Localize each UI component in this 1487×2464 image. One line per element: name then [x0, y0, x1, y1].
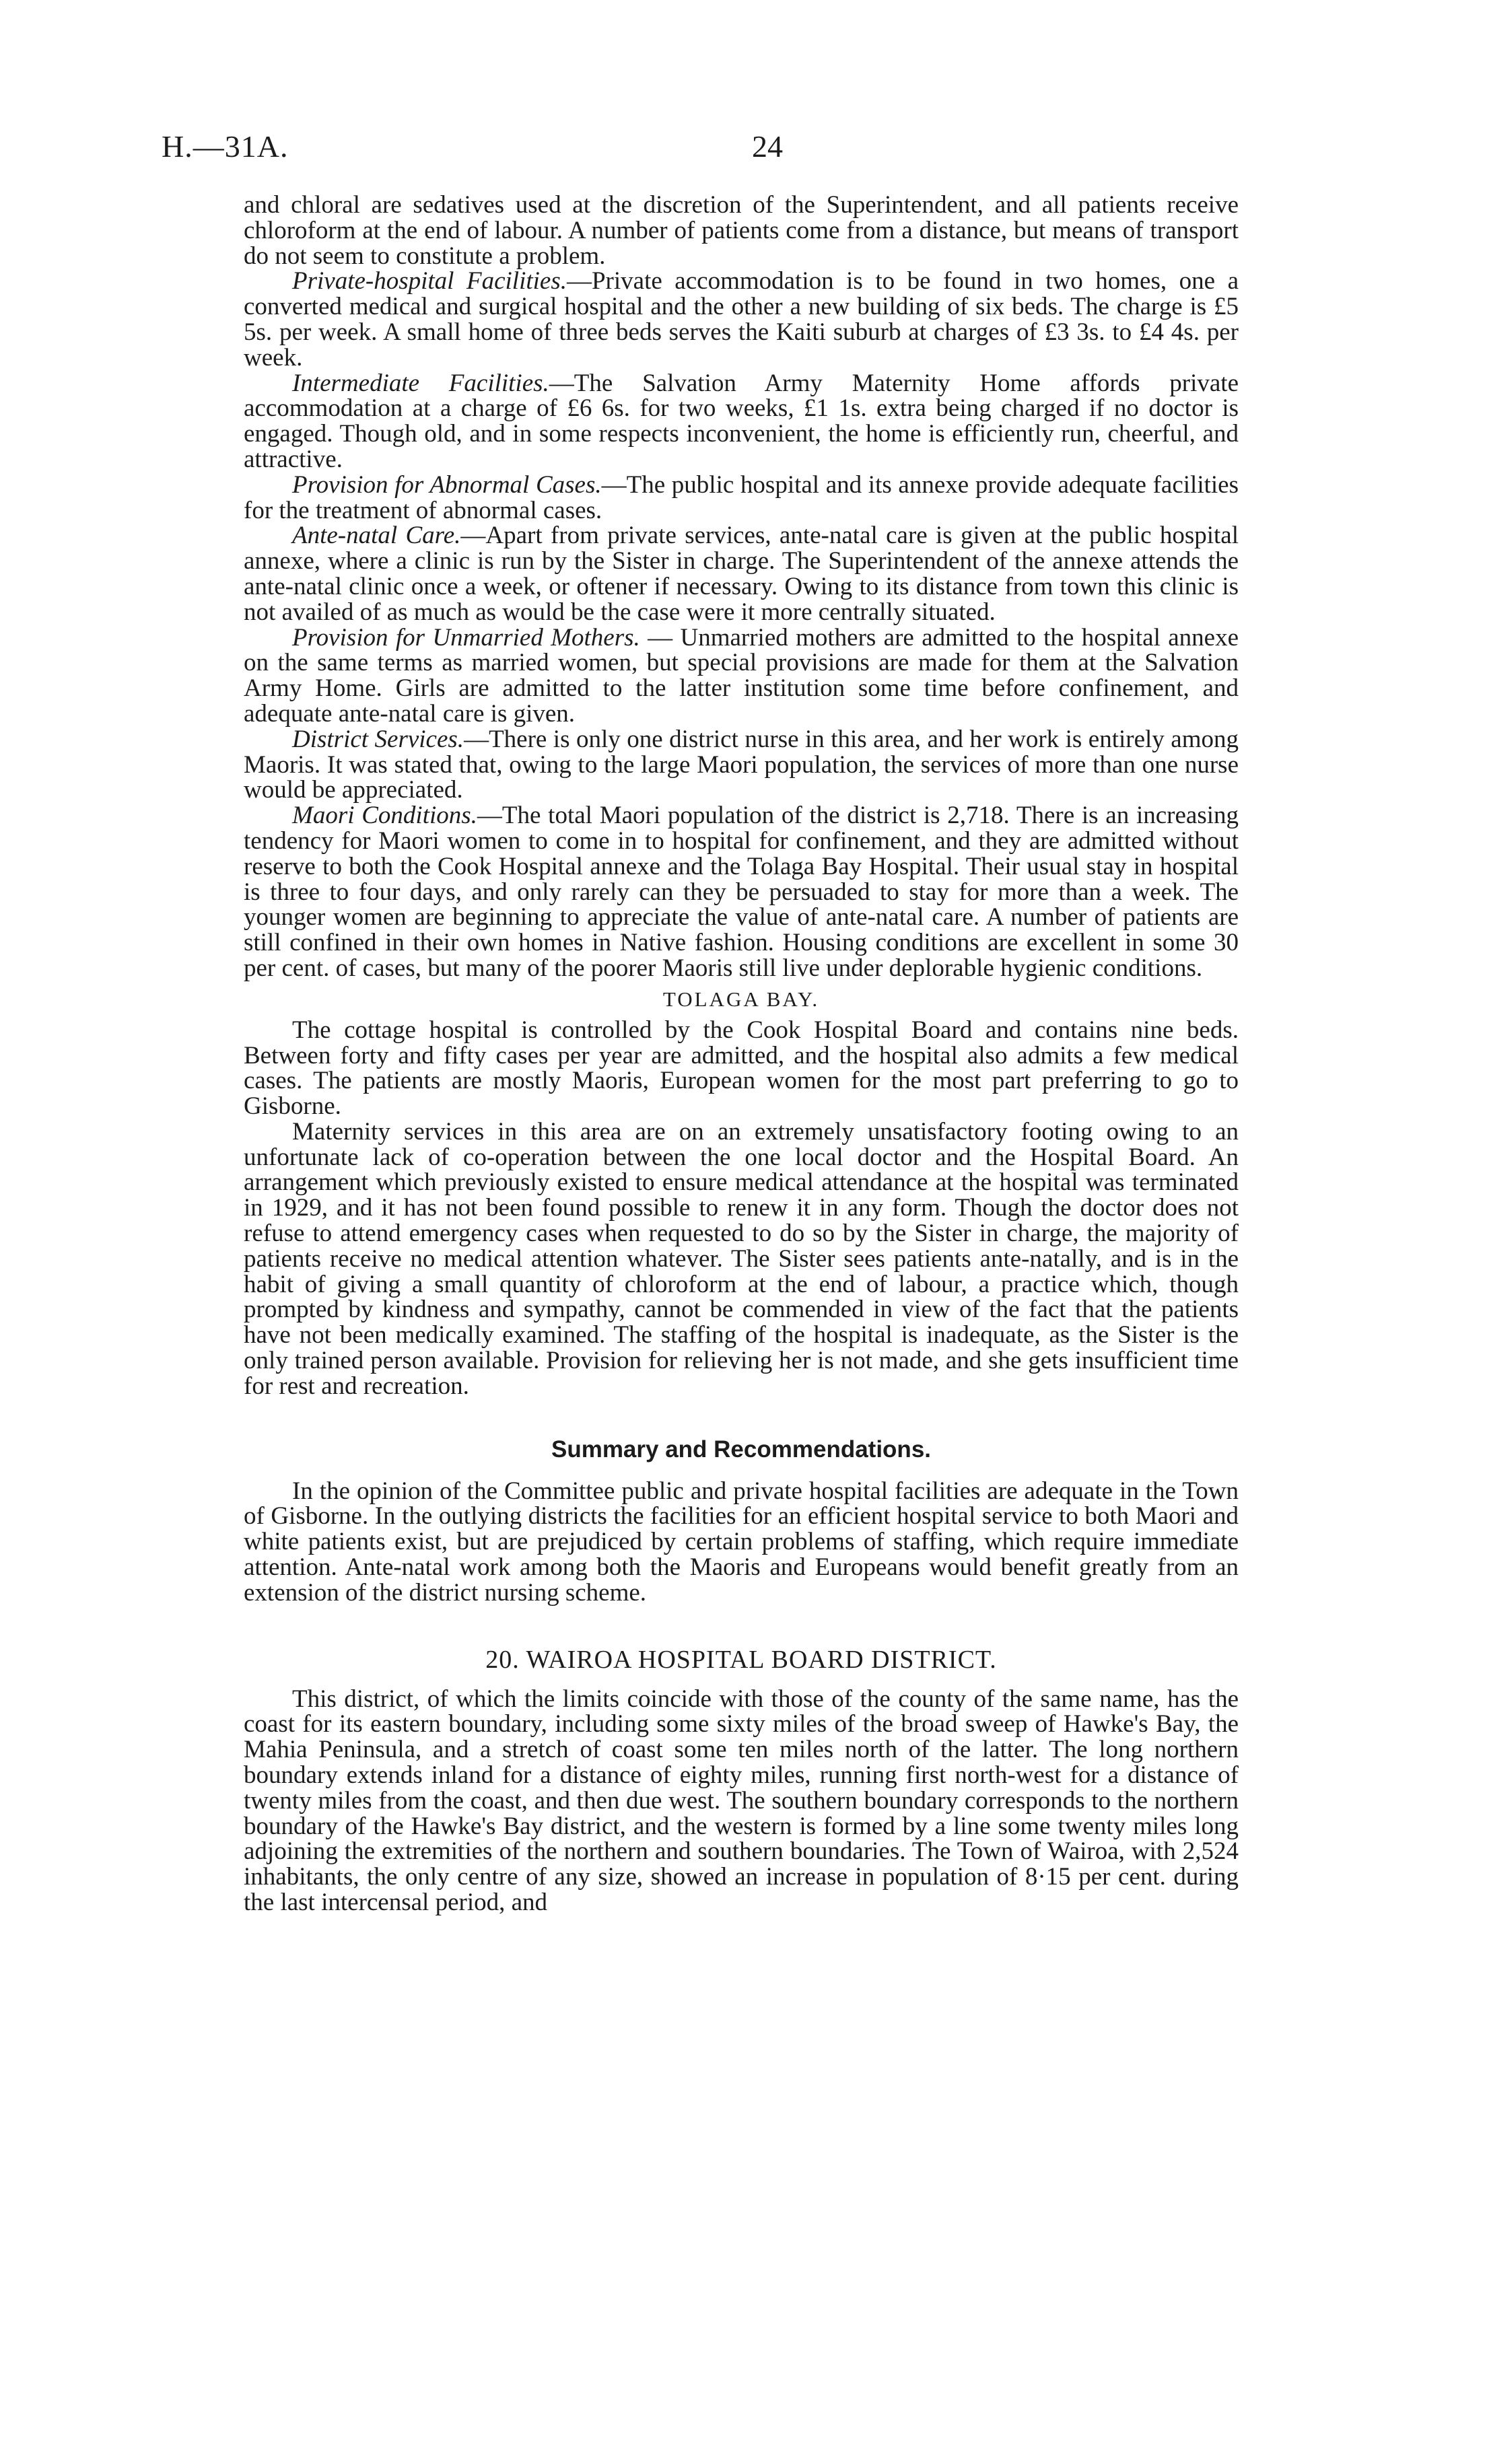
paragraph-lead: Provision for Abnormal Cases. — [292, 470, 602, 499]
paragraph-text: —There is only one district nurse in this area, and her work is entirely among Maoris. It was stated that, owing to the large Maori population, the services of more than one nurse would be appreciated. — [244, 725, 1239, 804]
paragraph-summary: In the opinion of the Committee public and private hospital facilities are adequate in the Town of Gisborne. In the outlying districts the facilities for an efficient hospital service to both Maori and white patients exist, but are prejudiced by certain problems of staffing, which require immediate attention. Ante-natal work among both the Maoris and Europeans would benefit greatly from an extension of the district nursing scheme. — [244, 1477, 1239, 1607]
paragraph-text: —The public hospital and its annexe provide adequate facilities for the treatment of abnormal cases. — [244, 470, 1239, 524]
paragraph-maori-conditions — [244, 803, 1239, 981]
paragraph-tolaga-maternity-services: Maternity services in this area are on an extremely unsatisfactory footing owing to an unfortunate lack of co-operation between the one local doctor and the Hospital Board. An arrangement which previously existed to ensure medical attendance at the hospital was terminated in 1929, and it has not been found possible to renew it in any form. Though the doctor does not refuse to attend emergency cases when requested to do so by the Sister in charge, the majority of patients receive no medical attention whatever. The Sister sees patients ante-natally, and is in the habit of giving a small quantity of chloroform at the end of labour, a practice which, though prompted by kindness and sympathy, cannot be commended in view of the fact that the patients have not been medically examined. The staffing of the hospital is inadequate, as the Sister is the only trained person available. Provision for relieving her is not made, and she gets insufficient time for rest and recreation. — [244, 1117, 1239, 1400]
body-text — [244, 192, 1239, 1915]
paragraph-text: and chloral are sedatives used at the discretion of the Superintendent, and all patients receive chloroform at the end of labour. A number of patients come from a distance, but means of transport do not seem to constitute a problem. — [244, 191, 1239, 270]
paragraph-text: —The Salvation Army Maternity Home affords private accommodation at a charge of £6 6s. for two weeks, £1 1s. extra being charged if no doctor is engaged. Though old, and in some respects inconvenient, the home is efficiently run, cheerful, and attractive. — [244, 369, 1239, 473]
tolaga-bay-heading: TOLAGA BAY. — [662, 987, 820, 1011]
paragraph-private-hospital-facilities — [244, 269, 1239, 370]
document-reference: H.—31A. — [162, 129, 289, 164]
wairoa-district-heading: 20. WAIROA HOSPITAL BOARD DISTRICT. — [485, 1645, 997, 1674]
summary-heading: Summary and Recommendations. — [551, 1436, 932, 1463]
paragraph-abnormal-cases — [244, 472, 1239, 524]
paragraph-text: —The total Maori population of the district is 2,718. There is an increasing tendency for Maori women to come in to hospital for confinement, and they are admitted without reserve to both the Cook Hospital annexe and the Tolaga Bay Hospital. Their usual stay in hospital is three to four days, and only rarely can they be persuaded to stay for more than a week. The younger women are beginning to appreciate the value of ante-natal care. A number of patients are still confined in their own homes in Native fashion. Housing conditions are excellent in some 30 per cent. of cases, but many of the poorer Maoris still live under deplorable hygienic conditions. — [244, 802, 1239, 982]
paragraph-text: —Apart from private services, ante-natal care is given at the public hospital annexe, where a clinic is run by the Sister in charge. The Superintendent of the annexe attends the ante-natal clinic once a week, or oftener if necessary. Owing to its distance from town this clinic is not availed of as much as would be the case were it more centrally situated. — [244, 522, 1239, 626]
paragraph-ante-natal-care — [244, 523, 1239, 625]
paragraph-intermediate-facilities — [244, 371, 1239, 472]
paragraph-unmarried-mothers — [244, 625, 1239, 727]
paragraph-district-services — [244, 727, 1239, 803]
paragraph-continuation — [244, 192, 1239, 269]
paragraph-text: —Private accommodation is to be found in two homes, one a converted medical and surgical hospital and the other a new building of six beds. The charge is £5 5s. per week. A small home of three beds serves the Kaiti suburb at charges of £3 3s. to £4 4s. per week. — [244, 267, 1239, 372]
paragraph-tolaga-cottage-hospital: The cottage hospital is controlled by the Cook Hospital Board and contains nine beds. Between forty and fifty cases per year are admitted, and the hospital also admits a few medical cases. The patients are mostly Maoris, European women for the most part preferring to go to Gisborne. — [244, 1016, 1239, 1121]
paragraph-lead: Intermediate Facilities. — [292, 369, 549, 397]
paragraph-lead: Private-hospital Facilities. — [292, 267, 567, 295]
paragraph-lead: Ante-natal Care. — [292, 522, 461, 550]
paragraph-wairoa-district: This district, of which the limits coincide with those of the county of the same name, has the coast for its eastern boundary, including some sixty miles of the broad sweep of Hawke's Bay, the Mahia Peninsula, and a stretch of coast some ten miles north of the latter. The long northern boundary extends inland for a distance of eighty miles, running first north-west for a distance of twenty miles from the coast, and then due west. The southern boundary corresponds to the northern boundary of the Hawke's Bay district, and the western is formed by a line some twenty miles long adjoining the extremities of the northern and southern boundaries. The Town of Wairoa, with 2,524 inhabitants, the only centre of any size, showed an increase in population of 8·15 per cent. during the last intercensal period, and — [244, 1685, 1239, 1917]
page-number: 24 — [752, 129, 783, 164]
paragraph-lead: Maori Conditions. — [292, 802, 477, 830]
running-head — [162, 127, 1239, 167]
paragraph-lead: Provision for Unmarried Mothers. — [292, 623, 640, 652]
paragraph-text: — Unmarried mothers are admitted to the hospital annexe on the same terms as married women, but special provisions are made for them at the Salvation Army Home. Girls are admitted to the latter institution some time before confinement, and adequate ante-natal care is given. — [244, 623, 1239, 728]
paragraph-lead: District Services. — [292, 725, 464, 753]
